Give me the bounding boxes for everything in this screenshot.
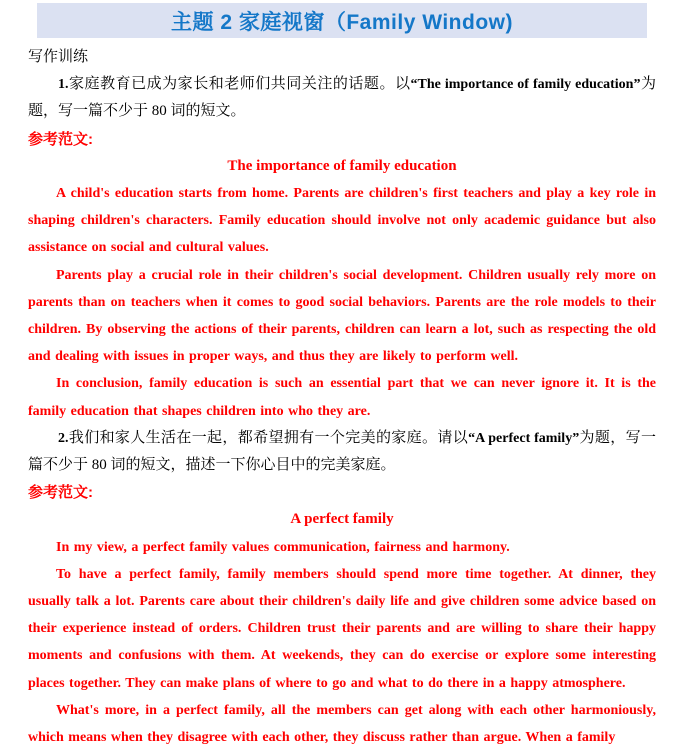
reference-essay-label-2: 参考范文: — [28, 484, 93, 502]
task-1-text-before: 家庭教育已成为家长和老师们共同关注的话题。以 — [68, 76, 411, 93]
task-1-number: 1. — [58, 77, 69, 93]
task-2-number: 2. — [58, 430, 69, 446]
essay-1-paragraph-1: A child's education starts from home. Parents are children's first teachers and play a key role in shaping children's characters. Family education should involve not only academic guidance but also assistance on social and cultural values. — [28, 186, 656, 256]
task-2-text-after: 为题，写一篇不少于 80 词的短文，描述一下你心目中的完美家庭。 — [28, 429, 656, 474]
task-2-quoted-title: “A perfect family” — [468, 430, 580, 446]
topic-banner — [37, 3, 647, 38]
document-page — [0, 3, 684, 751]
essay-1-paragraph-3: In conclusion, family education is such an essential part that we can never ignore it. It is the family education that shapes children into who they are. — [28, 376, 656, 419]
task-1-quoted-title: “The importance of family education” — [410, 77, 641, 93]
reference-essay-label-1: 参考范文: — [28, 130, 93, 148]
essay-2-title: A perfect family — [290, 511, 394, 528]
task-2-text-before: 我们和家人生活在一起，都希望拥有一个完美的家庭。请以 — [68, 429, 469, 446]
essay-2-paragraph-2: To have a perfect family, family members should spend more time together. At dinner, they usually talk a lot. Parents care about their children's daily life and give children some advice based on their experience instead of orders. Children trust their parents and are willing to share their happy moments and confusions with them. At weekends, they can do exercise or explore some interesting places together. They can make plans of where to go and what to do there in a happy atmosphere. — [28, 566, 656, 691]
page-title: 主题 2 家庭视窗（Family Window) — [171, 10, 513, 34]
essay-1-title: The importance of family education — [227, 157, 457, 174]
task-1-prompt — [28, 71, 656, 125]
essay-2-paragraph-1: In my view, a perfect family values communication, fairness and harmony. — [56, 539, 510, 555]
task-1-text-after: 为题，写一篇不少于 80 词的短文。 — [28, 76, 656, 120]
document-content — [0, 38, 684, 751]
essay-2-paragraph-3: What's more, in a perfect family, all the members can get along with each other harmoniously, which means when they disagree with each other, they discuss rather than argue. When a family — [28, 702, 656, 746]
task-2-prompt — [28, 425, 656, 479]
essay-1-paragraph-2: Parents play a crucial role in their children's social development. Children usually rely more on parents than on teachers when it comes to good social behaviors. Parents are the role models to their children. By observing the actions of their parents, children can learn a lot, such as respecting the old and dealing with issues in proper ways, and thus they are likely to perform well. — [28, 267, 656, 365]
section-heading: 写作训练 — [28, 49, 89, 65]
